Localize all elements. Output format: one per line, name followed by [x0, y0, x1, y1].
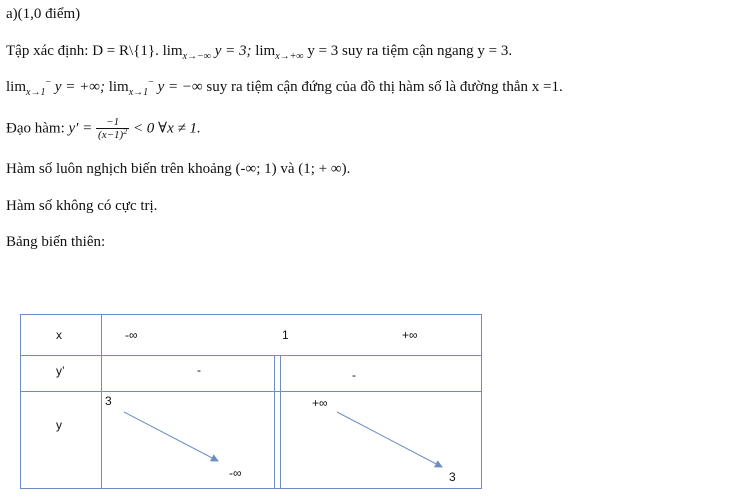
vertical-end: y = −∞ [153, 79, 203, 95]
domain-suffix: y = 3 suy ra tiệm cận ngang y = 3. [303, 43, 513, 59]
decreasing-arrow-right [337, 412, 442, 467]
domain-prefix: Tập xác định: D = R\{1}. [6, 43, 163, 59]
vertical-asymptote-line [6, 78, 563, 98]
y-left-start: 3 [105, 394, 112, 408]
x-pos-infinity: +∞ [402, 328, 418, 342]
fraction-numerator: −1 [96, 116, 129, 129]
extrema-line: Hàm số không có cực trị. [6, 198, 158, 214]
y-left-end: -∞ [229, 466, 242, 480]
variation-table [20, 314, 482, 489]
vertical-mid: y = +∞; [51, 79, 109, 95]
domain-mid: y = 3; [210, 43, 256, 59]
table-title: Bảng biến thiên: [6, 234, 106, 250]
derivative-suffix: < 0 ∀x ≠ 1. [129, 120, 201, 137]
lim-4: lim [108, 79, 129, 95]
row-x-label: x [56, 328, 62, 342]
row-yprime-label: y’ [56, 364, 65, 378]
domain-line [6, 42, 512, 62]
derivative-yprime: y′ = [68, 120, 97, 137]
row-y-label: y [56, 418, 62, 432]
derivative-line [6, 116, 201, 142]
denominator-exponent: 2 [123, 127, 128, 136]
x-one: 1 [282, 328, 289, 342]
lim-1: lim [162, 43, 183, 59]
decreasing-arrow-left [124, 412, 218, 461]
lim-sub-1: x→−∞ [182, 51, 211, 62]
monotonic-line: Hàm số luôn nghịch biến trên khoảng (-∞; 1) và (1; + ∞). [6, 161, 351, 177]
denominator-base: (x−1) [98, 129, 124, 141]
y-right-start: +∞ [312, 396, 328, 410]
yprime-sign-right: - [352, 368, 356, 382]
variation-arrows [21, 315, 483, 490]
lim-sup-4: − [148, 77, 154, 88]
lim-2: lim [255, 43, 276, 59]
fraction-denominator [96, 129, 129, 142]
lim-sub-4: x→1 [128, 87, 149, 98]
heading: a)(1,0 điểm) [6, 6, 81, 22]
lim-sub-3: x→1 [26, 87, 46, 98]
derivative-prefix: Đạo hàm: [6, 120, 69, 137]
lim-sup-3: − [45, 77, 52, 88]
derivative-fraction [96, 116, 129, 142]
y-right-end: 3 [449, 470, 456, 484]
lim-sub-2: x→+∞ [275, 51, 304, 62]
yprime-sign-left: - [197, 363, 201, 377]
vertical-suffix: suy ra tiệm cận đứng của đồ thị hàm số là đường thẳn x =1. [202, 79, 563, 95]
x-neg-infinity: -∞ [125, 328, 138, 342]
lim-3: lim [6, 79, 27, 95]
